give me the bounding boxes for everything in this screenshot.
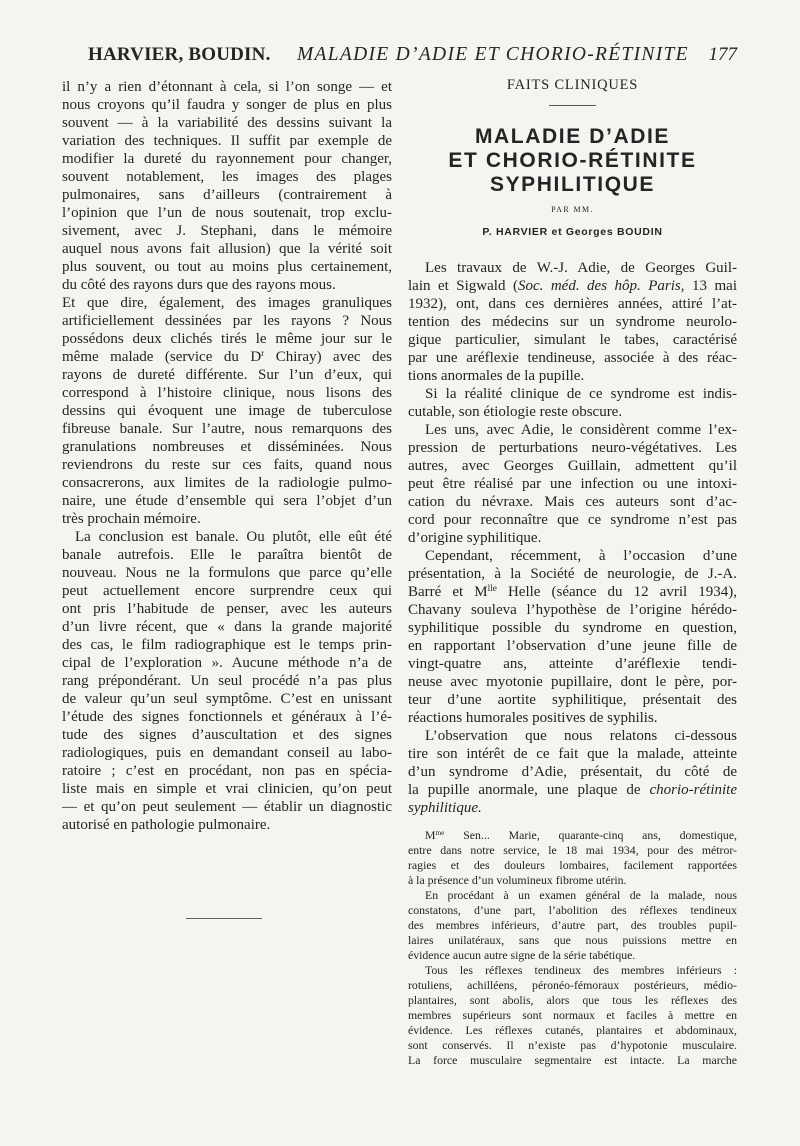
- section-label: FAITS CLINIQUES: [506, 77, 639, 93]
- text-line: Les uns, avec Adie, le considèrent comme l’ex-: [425, 422, 737, 438]
- text-line: d’un livre récent, que « dans la grande majorité: [62, 619, 392, 635]
- column-end-rule: [186, 918, 262, 919]
- text-segment: Helle (séance du 12 avril 1934),: [496, 584, 737, 600]
- text-line: d’un syndrome d’Adie, présentait, du côté de: [408, 764, 737, 780]
- byline-prefix: PAR MM.: [551, 205, 594, 214]
- text-line: plus souvent, ou tout au moins plus certainement,: [62, 259, 392, 275]
- page-number: 177: [708, 44, 737, 65]
- article-title-line: MALADIE D’ADIE: [474, 125, 671, 148]
- text-segment: Barré et M: [408, 584, 488, 600]
- paragraph: [62, 528, 392, 834]
- text-line: Et que dire, également, des images granuliques: [62, 295, 392, 311]
- text-line: [408, 583, 737, 601]
- text-line: reviendrons du reste sur ces faits, quand nous: [62, 457, 392, 473]
- article-authors: P. HARVIER et Georges BOUDIN: [482, 226, 663, 238]
- text-line: Les travaux de W.-J. Adie, de Georges Guil-: [425, 260, 737, 276]
- text-line: possédons deux clichés tirés le même jour sur le: [62, 331, 392, 347]
- text-line: du côté des rayons durs que des rayons mous.: [62, 277, 336, 293]
- text-line: il n’y a rien d’étonnant à cela, si l’on songe — et: [62, 79, 392, 95]
- text-line: pulmonaires, sans d’ailleurs (contrairement à: [62, 187, 392, 203]
- paragraph: [408, 888, 737, 963]
- text-line: [408, 828, 737, 843]
- text-line: évidence aucun autre signe de la série tabétique.: [408, 948, 636, 962]
- text-line: [408, 781, 737, 799]
- text-line: teur d’une aortite syphilitique, présentait des: [408, 692, 737, 708]
- text-line: dessins qui évoquent une image de tuberculose: [62, 403, 392, 419]
- text-line: granulations nombreuses et disséminées. Nous: [62, 439, 392, 455]
- text-line: peut actuellement encore surprendre ceux qui: [62, 583, 392, 599]
- paragraph: [62, 294, 392, 528]
- text-line: rang prépondérant. Un seul procédé n’a pas plus: [62, 673, 392, 689]
- paragraph: [408, 385, 737, 421]
- text-line: tude des signes d’auscultation et des signes: [62, 727, 392, 743]
- running-head: [0, 42, 800, 68]
- text-line: en rapportant l’observation d’une jeune fille de: [408, 638, 737, 654]
- text-line: nous croyons qu’il faudra y songer de plus en plus: [62, 97, 392, 113]
- text-line: liste mais en simple et vrai clinicien, qu’on peut: [62, 781, 392, 797]
- italic-text: syphilitique.: [408, 800, 482, 816]
- text-line: sont conservés. Il n’existe pas d’hypotonie musculaire.: [408, 1038, 737, 1052]
- text-line: banale autrefois. Elle le paraîtra bientôt de: [62, 547, 392, 563]
- paragraph: [408, 963, 737, 1068]
- text-line: souvent — à la variabilité des dessins suivant la: [62, 115, 392, 131]
- text-line: nouveau. Nous ne la formulons que parce qu’elle: [62, 565, 392, 581]
- text-line: évidence. Les réflexes cutanés, plantaires et abdominaux,: [408, 1023, 737, 1037]
- text-line: Tous les réflexes tendineux des membres inférieurs :: [425, 963, 737, 977]
- text-line: tire son intérêt de ce fait que la malade, atteinte: [408, 746, 737, 762]
- text-line: rayons de dureté différente. Sur l’un d’eux, qui: [62, 367, 392, 383]
- paragraph: [408, 727, 737, 817]
- text-line: Chavany souleva l’hypothèse de l’origine hérédo-: [408, 602, 737, 618]
- text-segment: Chiray) avec des: [264, 349, 392, 365]
- text-line: cord pour reconnaître que ce syndrome n’est pas: [408, 512, 737, 528]
- running-head-authors: HARVIER, BOUDIN.: [88, 44, 271, 65]
- text-line: tions anormales de la pupille.: [408, 368, 585, 384]
- text-line: Si la réalité clinique de ce syndrome est indis-: [425, 386, 737, 402]
- text-line: présentation, à la Société de neurologie, de J.-A.: [408, 566, 737, 582]
- text-line: de valeur qu’un seul symptôme. C’est en unissant: [62, 691, 392, 707]
- text-line: variation des techniques. Il suffit par exemple de: [62, 133, 392, 149]
- text-line: gique particulier, simulant le tabes, caractérisé: [408, 332, 737, 348]
- text-segment: , 13 mai: [680, 278, 737, 294]
- text-segment: M: [425, 828, 436, 842]
- text-segment: Sen... Marie, quarante-cinq ans, domestique,: [444, 828, 737, 842]
- text-line: [408, 277, 737, 295]
- text-line: d’origine syphilitique.: [408, 530, 542, 546]
- section-rule: [549, 105, 596, 106]
- superscript: me: [435, 827, 445, 837]
- text-segment: lain et Sigwald (: [408, 278, 518, 294]
- text-line: membres supérieurs sont normaux et faciles à mettre en: [408, 1008, 737, 1022]
- text-line: laires unilatéraux, sans que nous puissions mettre en: [408, 933, 737, 947]
- paragraph: [62, 78, 392, 294]
- text-line: par une aréflexie tendineuse, associée à des réac-: [408, 350, 737, 366]
- text-segment: la pupille anormale, une plaque de: [408, 782, 650, 798]
- left-column: [62, 78, 392, 834]
- text-line: — et qu’on peut seulement — établir un diagnostic: [62, 799, 392, 815]
- text-line: artificiellement dessinées par les rayons ? Nous: [62, 313, 392, 329]
- text-line: ragies et des douleurs lombaires, facilement rapportées: [408, 858, 737, 872]
- text-line: ont pris l’habitude de penser, avec les auteurs: [62, 601, 392, 617]
- text-line: cipal de l’exploration ». Aucune méthode n’a de: [62, 655, 392, 671]
- text-line: pression de perturbations neuro-végétatives. Les: [408, 440, 737, 456]
- italic-text: Soc. méd. des hôp. Paris: [517, 278, 681, 294]
- text-line: Cependant, récemment, à l’occasion d’une: [425, 548, 737, 564]
- text-line: cation du névraxe. Mais ces auteurs sont d’ac-: [408, 494, 737, 510]
- text-line: consacrerons, aux limites de la radiologie pulmo-: [62, 475, 392, 491]
- text-line: l’opinion que l’un de nous soutenait, trop exclu-: [62, 205, 392, 221]
- article-title: [408, 125, 737, 197]
- text-line: L’observation que nous relatons ci-dessous: [425, 728, 737, 744]
- text-line: à la présence d’un volumineux fibrome utérin.: [408, 873, 627, 887]
- text-line: réactions humorales positives de syphilis.: [408, 710, 658, 726]
- text-line: des cas, le film radiographique est le temps prin-: [62, 637, 392, 653]
- text-line: 1932), ont, dans ces dernières années, attiré l’at-: [408, 296, 737, 312]
- paragraph: [408, 259, 737, 385]
- text-line: constatons, d’une part, l’abolition des réflexes tendineux: [408, 903, 737, 917]
- text-line: l’étude des signes fonctionnels et généraux à l’é-: [62, 709, 392, 725]
- article-title-line: SYPHILITIQUE: [489, 173, 656, 196]
- text-line: peut être réalisé par une infection ou une intoxi-: [408, 476, 737, 492]
- article-body: [408, 259, 737, 817]
- text-line: rotuliens, achilléens, péronéo-fémoraux postérieurs, médio-: [408, 978, 737, 992]
- italic-text: chorio-rétinite: [649, 782, 737, 798]
- text-line: sivement, avec J. Stephani, dans le mémoire: [62, 223, 392, 239]
- text-line: fibreuse banale. Sur l’autre, nous remarquons des: [62, 421, 392, 437]
- text-segment: même malade (service du D: [62, 349, 262, 365]
- text-line: [62, 348, 392, 366]
- text-line: [408, 799, 737, 817]
- text-line: naire, une étude d’ensemble qui sera l’objet d’un: [62, 493, 392, 509]
- text-line: En procédant à un examen général de la malade, nous: [425, 888, 737, 902]
- text-line: ratoire ; c’est en procédant, non pas en spécia-: [62, 763, 392, 779]
- text-line: neuse avec myotonie pupillaire, dont le père, por-: [408, 674, 737, 690]
- text-line: entre dans notre service, le 18 mai 1934, pour des métror-: [408, 843, 737, 857]
- text-line: plantaires, sont abolis, alors que tous les réflexes des: [408, 993, 737, 1007]
- paragraph: [408, 828, 737, 888]
- text-line: cutable, son étiologie reste obscure.: [408, 404, 623, 420]
- paragraph: [408, 421, 737, 547]
- text-line: correspond à l’histoire clinique, nous lisons des: [62, 385, 392, 401]
- text-line: vingt-quatre ans, atteinte d’aréflexie tendi-: [408, 656, 737, 672]
- text-line: La conclusion est banale. Ou plutôt, elle eût été: [75, 529, 392, 545]
- superscript: lle: [487, 583, 497, 594]
- text-line: auquel nous avons fait allusion) que la vérité soit: [62, 241, 392, 257]
- text-line: souvent notablement, les images des plages: [62, 169, 392, 185]
- text-line: radiologiques, puis en demandant conseil au labo-: [62, 745, 392, 761]
- case-report: [408, 828, 737, 1068]
- text-line: modifier la dureté du rayonnement pour changer,: [62, 151, 392, 167]
- text-line: des membres inférieurs, d’autre part, des troubles pupil-: [408, 918, 737, 932]
- text-line: La force musculaire segmentaire est intacte. La marche: [408, 1053, 737, 1067]
- text-line: tention des médecins sur un syndrome neurolo-: [408, 314, 737, 330]
- text-line: syphilitique possible du syndrome en question,: [408, 620, 737, 636]
- superscript: r: [261, 348, 265, 359]
- article-title-line: ET CHORIO-RÉTINITE: [448, 149, 697, 172]
- text-line: autorisé en pathologie pulmonaire.: [62, 817, 271, 833]
- running-head-title: MALADIE D’ADIE ET CHORIO-RÉTINITE: [297, 44, 689, 65]
- text-line: autres, avec Georges Guillain, admettent qu’il: [408, 458, 737, 474]
- paragraph: [408, 547, 737, 727]
- text-line: très prochain mémoire.: [62, 511, 201, 527]
